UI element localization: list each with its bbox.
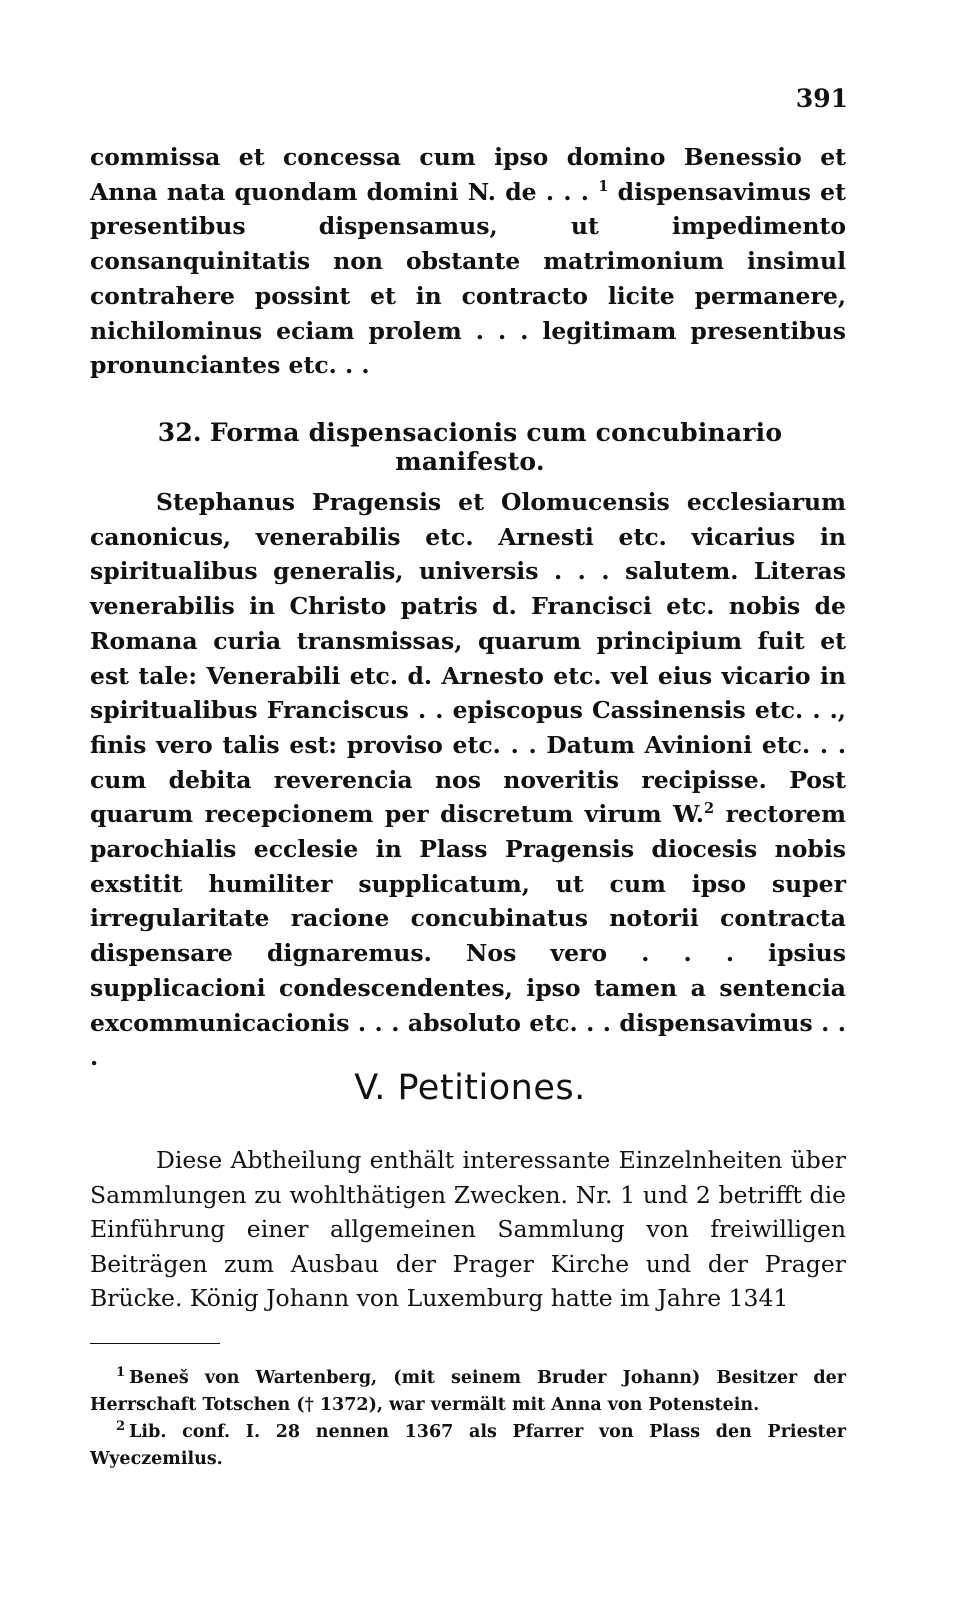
footnote-divider — [90, 1343, 220, 1344]
footnote-1 — [90, 1365, 846, 1419]
section-32-heading — [90, 418, 850, 476]
footnote-1-mark: 1 — [116, 1365, 126, 1381]
section-32-paragraph — [90, 485, 846, 1075]
footnote-1-text: Beneš von Wartenberg, (mit seinem Bruder Johann) Besitzer der Herrschaft Totschen († 1372), war vermält mit Anna von Potenstein. — [90, 1368, 846, 1415]
footnote-2 — [90, 1419, 846, 1473]
section-32-text-part2: rectorem parochialis ecclesie in Plass Pragensis diocesis nobis exstitit humiliter supplicatum, ut cum ipso super irregularitate racione concubinatus notorii contracta dispensare dignaremus. Nos vero . . . ipsius supplicacioni condescendentes, ipso tamen a sentencia excommunicacionis . . . absoluto etc. . . dispensavimus . . . — [90, 800, 846, 1072]
intro-text-part1: commissa et concessa cum ipso domino Benessio et Anna nata quondam domini N. de . . . — [90, 143, 846, 206]
footnote-ref-2: 2 — [704, 800, 715, 818]
section-32-number: 32. — [157, 418, 202, 447]
footnotes — [90, 1365, 846, 1473]
footnote-ref-1: 1 — [598, 177, 609, 195]
intro-text-part2: dispensavimus et presentibus dispensamus, ut impedimento consanquinitatis non obstante matrimonium insimul contrahere possint et in contracto licite permanere, nichilominus eciam prolem . . . legitimam presentibus pronunciantes etc. . . — [90, 177, 846, 380]
section-v-title: V. Petitiones. — [354, 1068, 586, 1108]
section-32-text-part1: Stephanus Pragensis et Olomucensis ecclesiarum canonicus, venerabilis etc. Arnesti etc. vicarius in spiritualibus generalis, universis . . . salutem. Literas venerabilis in Christo patris d. Francisci etc. nobis de Romana curia transmissas, quarum principium fuit et est tale: Venerabili etc. d. Arnesto etc. vel eius vicario in spiritualibus Franciscus . . episcopus Cassinensis etc. . ., finis vero talis est: proviso etc. . . Datum Avinioni etc. . . cum debita reverencia nos noveritis recipisse. Post quarum recepcionem per discretum virum W. — [90, 488, 846, 829]
footnote-2-mark: 2 — [116, 1419, 126, 1435]
footnote-2-text: Lib. conf. I. 28 nennen 1367 als Pfarrer von Plass den Priester Wyeczemilus. — [90, 1422, 846, 1469]
section-32-title: Forma dispensacionis cum concubinario manifesto. — [209, 418, 783, 476]
intro-paragraph — [90, 140, 846, 383]
page-number: 391 — [795, 84, 848, 113]
section-v-paragraph: Diese Abtheilung enthält interessante Einzelnheiten über Sammlungen zu wohlthätigen Zwecken. Nr. 1 und 2 betrifft die Einführung einer allgemeinen Sammlung von freiwilligen Beiträgen zum Ausbau der Prager Kirche und der Prager Brücke. König Johann von Luxemburg hatte im Jahre 1341 — [90, 1146, 846, 1312]
